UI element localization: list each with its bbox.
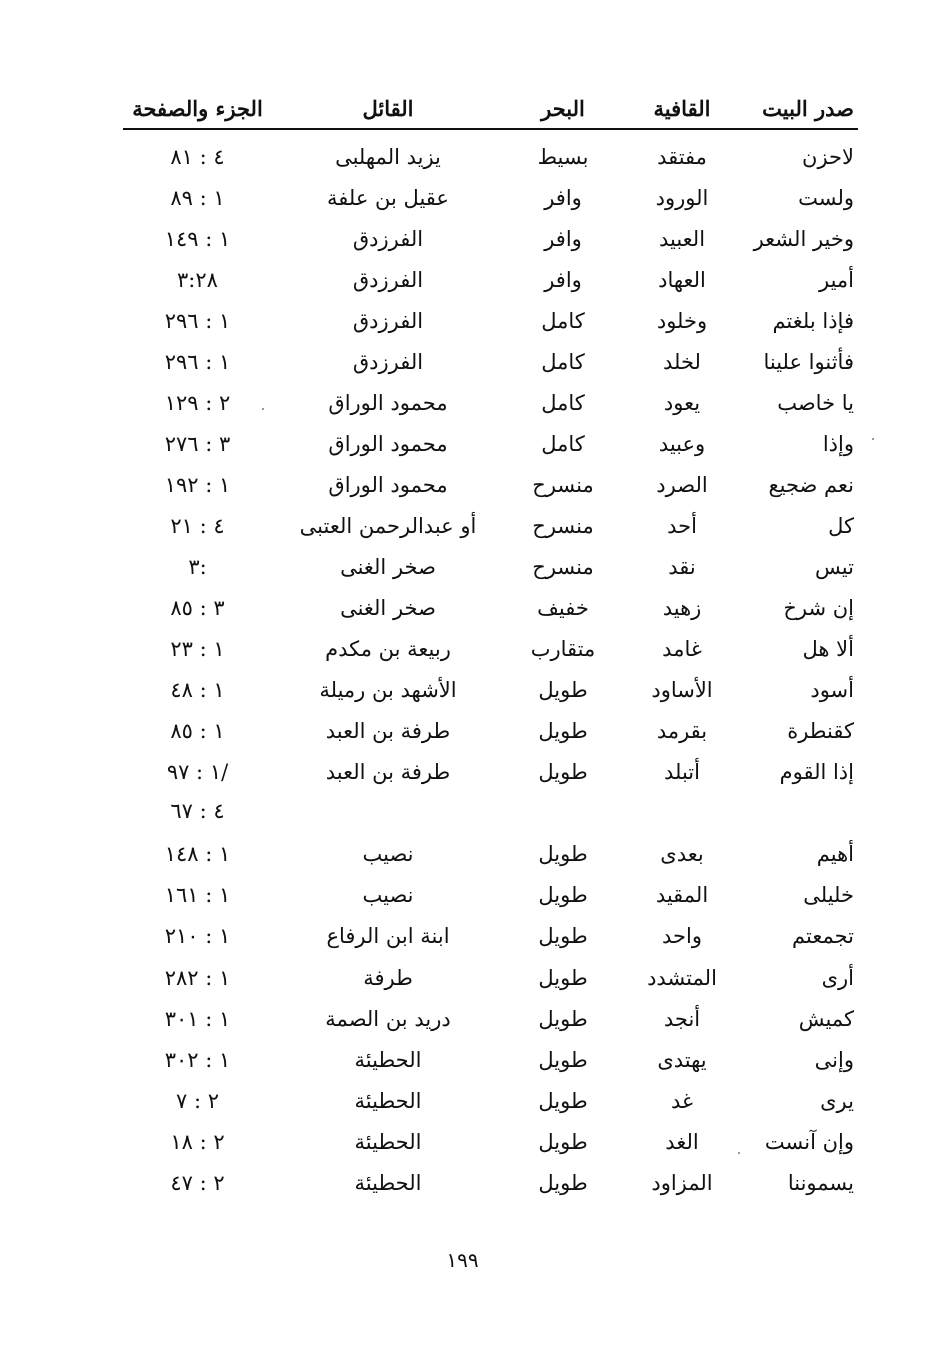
cell-poet: نصيب [362,882,414,907]
cell-hemistich: وإذا [822,431,854,456]
cell-poet: ابنة ابن الرفاع [326,923,450,948]
cell-volume-page: ٣ : ٢٧٦ [164,431,231,456]
cell-poet: الفرزدق [352,226,424,251]
cell-poet: الفرزدق [352,267,424,292]
cell-rhyme: المتشدد [647,965,717,990]
table-row [123,628,858,669]
cell-meter: متقارب [530,636,596,661]
cell-hemistich: كقنطرة [787,718,854,743]
cell-hemistich: يسموننا [787,1170,854,1195]
cell-hemistich: وإن آنست [764,1129,854,1154]
cell-poet: محمود الوراق [328,431,448,456]
cell-rhyme: وخلود [656,308,708,333]
cell-rhyme: الورود [655,185,709,210]
cell-hemistich: تيس [815,554,854,579]
cell-rhyme: لخلد [663,349,701,374]
cell-meter: طويل [538,1088,588,1113]
cell-volume-page: ٣:٢٨ [177,267,218,292]
cell-volume-page: ٤ : ٢١ [170,513,225,538]
cell-volume-page: ١ : ٢١٠ [164,923,231,948]
table-row [123,177,858,218]
cell-meter: كامل [541,431,585,456]
cell-volume-page: ١ : ٣٠١ [164,1006,231,1031]
cell-meter: طويل [538,882,588,907]
cell-volume-page: ١ : ٨٥ [170,718,225,743]
table-row [123,464,858,505]
cell-meter: كامل [541,308,585,333]
cell-meter: طويل [538,1006,588,1031]
table-row [123,833,858,874]
cell-volume-page: ١ : ١٤٩ [164,226,231,251]
cell-poet: الفرزدق [352,349,424,374]
table-row [123,259,858,300]
cell-meter: خفيف [537,595,589,620]
cell-volume-page: ١ : ٣٠٢ [164,1047,231,1072]
table-row [123,423,858,464]
cell-hemistich: فأثنوا علينا [763,349,854,374]
cell-poet: دريد بن الصمة [325,1006,451,1031]
cell-rhyme: العهاد [658,267,706,292]
table-row [123,218,858,259]
header-rhyme: القافية [653,95,711,121]
cell-meter: منسرح [532,554,594,579]
cell-volume-page: ٢ : ١٨ [170,1129,225,1154]
cell-hemistich: ولست [798,185,854,210]
cell-volume-page: ١ : ١٤٨ [164,841,231,866]
cell-volume-page: ١ : ٢٣ [170,636,225,661]
cell-meter: وافر [544,267,582,292]
cell-volume-page: ٢ : ٧ [176,1088,219,1113]
cell-rhyme: أحد [667,513,697,538]
cell-volume-page: ٤ : ٦٧ [170,798,225,823]
table-row [123,341,858,382]
cell-hemistich: ألا هل [802,636,854,661]
table-row [123,1121,858,1162]
cell-hemistich: وإنى [814,1047,854,1072]
header-meter: البحر [541,95,585,121]
table-row [123,915,858,956]
cell-volume-page: ١ : ١٦١ [164,882,231,907]
cell-hemistich: يرى [820,1088,854,1113]
cell-rhyme: وعبيد [658,431,706,456]
cell-rhyme: بقرمد [656,718,708,743]
cell-poet: الحطيئة [354,1129,422,1154]
cell-hemistich: أهيم [816,841,854,866]
cell-hemistich: كميش [798,1006,854,1031]
cell-hemistich: أرى [821,965,854,990]
cell-rhyme: بعدى [660,841,704,866]
cell-hemistich: نعم ضجيع [768,472,854,497]
cell-rhyme: أتبلد [664,759,700,784]
table-header [123,88,858,128]
cell-poet: يزيد المهلبى [335,144,441,169]
cell-hemistich: كل [828,513,854,538]
table-row [123,710,858,751]
cell-poet: طرفة بن العبد [325,718,451,743]
page-number: ١٩٩ [446,1248,479,1272]
cell-hemistich: إذا القوم [779,759,854,784]
cell-hemistich: يا خاصب [777,390,854,415]
cell-volume-page: ١ : ٩٧/ [166,759,229,784]
cell-rhyme: زهيد [662,595,702,620]
cell-poet: محمود الوراق [328,472,448,497]
scan-speck [262,408,264,410]
cell-rhyme: العبيد [658,226,706,251]
cell-volume-page: ٢ : ١٢٩ [164,390,231,415]
cell-hemistich: وخير الشعر [753,226,854,251]
cell-hemistich: إن شرخ [783,595,854,620]
cell-volume-page: ٤ : ٨١ [170,144,225,169]
cell-volume-page: ١ : ٨٩ [170,185,225,210]
cell-meter: منسرح [532,513,594,538]
header-rule [123,128,858,130]
cell-meter: طويل [538,718,588,743]
cell-poet: الأشهد بن رميلة [319,677,457,702]
table-row [123,874,858,915]
cell-volume-page: ١ : ٢٩٦ [164,349,231,374]
table-row [123,751,858,792]
table-row [123,1080,858,1121]
cell-volume-page: ٣ : ٨٥ [170,595,225,620]
cell-rhyme: الغد [665,1129,699,1154]
table-row [123,546,858,587]
cell-meter: طويل [538,1129,588,1154]
cell-poet: طرفة [363,965,413,990]
cell-meter: كامل [541,390,585,415]
table-row [123,998,858,1039]
cell-volume-page: ٣: [188,554,207,579]
cell-volume-page: ٢ : ٤٧ [170,1170,225,1195]
scan-speck [872,438,874,440]
cell-hemistich: أسود [810,677,854,702]
table-row [123,505,858,546]
cell-rhyme: مفتقد [657,144,707,169]
cell-hemistich: لاحزن [802,144,854,169]
cell-meter: وافر [544,185,582,210]
cell-rhyme: غد [670,1088,693,1113]
cell-poet: الحطيئة [354,1047,422,1072]
cell-meter: طويل [538,677,588,702]
cell-hemistich: خليلى [803,882,854,907]
cell-poet: نصيب [362,841,414,866]
cell-rhyme: غامد [662,636,702,661]
header-volume-page: الجزء والصفحة [132,95,263,121]
cell-rhyme: نقد [668,554,696,579]
cell-volume-page: ١ : ٢٨٢ [164,965,231,990]
cell-poet: الحطيئة [354,1170,422,1195]
table-row-continuation [123,790,858,831]
cell-meter: طويل [538,965,588,990]
scan-speck [738,1152,740,1154]
cell-poet: الحطيئة [354,1088,422,1113]
cell-meter: طويل [538,923,588,948]
cell-meter: منسرح [532,472,594,497]
cell-poet: الفرزدق [352,308,424,333]
cell-poet: ربيعة بن مكدم [325,636,451,661]
cell-meter: طويل [538,841,588,866]
cell-rhyme: يهتدى [657,1047,707,1072]
cell-meter: طويل [538,759,588,784]
cell-meter: بسيط [537,144,589,169]
header-hemistich: صدر البيت [762,95,854,121]
cell-volume-page: ١ : ١٩٢ [164,472,231,497]
table-row [123,382,858,423]
cell-rhyme: المقيد [655,882,709,907]
cell-volume-page: ١ : ٢٩٦ [164,308,231,333]
cell-meter: طويل [538,1047,588,1072]
cell-poet: محمود الوراق [328,390,448,415]
cell-poet: صخر الغنى [340,554,436,579]
cell-volume-page: ١ : ٤٨ [170,677,225,702]
cell-poet: طرفة بن العبد [325,759,451,784]
table-row [123,669,858,710]
cell-hemistich: أمير [818,267,854,292]
cell-poet: صخر الغنى [340,595,436,620]
cell-poet: أو عبدالرحمن العتبى [299,513,477,538]
cell-rhyme: واحد [662,923,702,948]
cell-rhyme: يعود [663,390,701,415]
cell-poet: عقيل بن علفة [327,185,449,210]
table-row [123,957,858,998]
cell-rhyme: أنجد [663,1006,701,1031]
cell-meter: وافر [544,226,582,251]
cell-hemistich: فإذا بلغتم [772,308,854,333]
table-row [123,1162,858,1203]
header-poet: القائل [362,95,414,121]
cell-rhyme: الصرد [656,472,708,497]
cell-hemistich: تجمعتم [792,923,854,948]
cell-meter: طويل [538,1170,588,1195]
table-row [123,300,858,341]
table-row [123,1039,858,1080]
cell-rhyme: الأساود [651,677,713,702]
table-row [123,136,858,177]
cell-meter: كامل [541,349,585,374]
cell-rhyme: المزاود [651,1170,713,1195]
table-row [123,587,858,628]
